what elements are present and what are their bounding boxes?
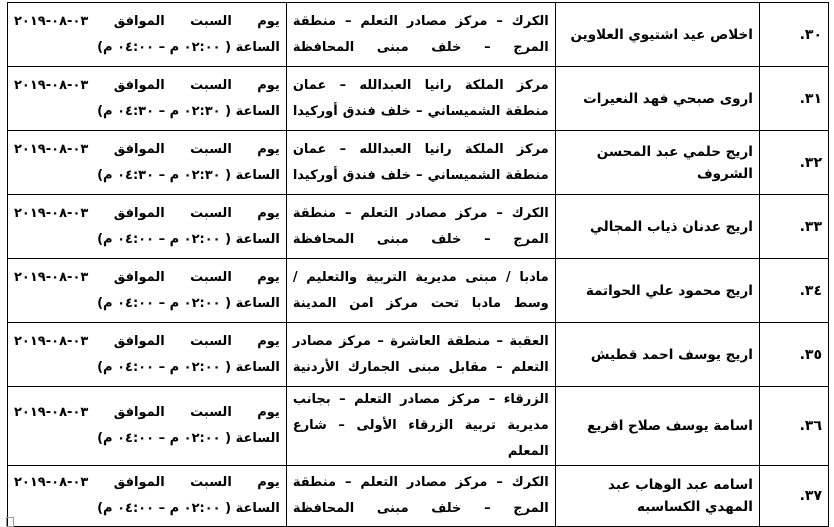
person-name: اريج محمود علي الحواتمة xyxy=(555,259,759,323)
exam-hours: الساعة ( ٠٢:٠٠ م – ٠٤:٠٠ م) xyxy=(97,431,280,446)
person-name: اريج عدنان ذياب المجالي xyxy=(555,195,759,259)
person-name: اخلاص عيد اشتيوي العلاوين xyxy=(555,3,759,67)
exam-location: العقبة – منطقة العاشرة – مركز مصادر التعلم – مقابل مبنى الجمارك الأردنية xyxy=(286,323,555,387)
exam-time xyxy=(8,466,287,527)
row-number: ٣٤. xyxy=(759,259,828,323)
exam-location: الكرك – مركز مصادر التعلم – منطقة المرج – خلف مبنى المحافظة xyxy=(286,195,555,259)
exam-time xyxy=(8,131,287,195)
exam-time xyxy=(8,259,287,323)
exam-hours: الساعة ( ٠٢:٠٠ م – ٠٤:٠٠ م) xyxy=(97,359,280,375)
row-number: ٣٦. xyxy=(759,387,828,466)
row-number: ٣٠. xyxy=(759,3,828,67)
row-number: ٣٥. xyxy=(759,323,828,387)
person-name: اسامة يوسف صلاح اقريع xyxy=(555,387,759,466)
exam-date: يوم السبت الموافق ٠٣-٠٨-٢٠١٩ xyxy=(14,77,280,93)
schedule-table xyxy=(7,2,829,527)
table-row xyxy=(8,195,829,259)
exam-date: يوم السبت الموافق ٠٣-٠٨-٢٠١٩ xyxy=(14,475,280,490)
exam-date: يوم السبت الموافق ٠٣-٠٨-٢٠١٩ xyxy=(14,333,280,349)
exam-time xyxy=(8,3,287,67)
exam-location: مادبا / مبنى مديرية التربية والتعليم /وسط مادبا تحت مركز امن المدينة xyxy=(286,259,555,323)
paragraph-mark xyxy=(6,517,14,527)
exam-date: يوم السبت الموافق ٠٣-٠٨-٢٠١٩ xyxy=(14,205,280,221)
row-number: ٣٧. xyxy=(759,466,828,527)
exam-date: يوم السبت الموافق ٠٣-٠٨-٢٠١٩ xyxy=(14,405,280,420)
person-name: اريج حلمي عبد المحسن الشروف xyxy=(555,131,759,195)
exam-time xyxy=(8,323,287,387)
row-number: ٣١. xyxy=(759,67,828,131)
exam-location: مركز الملكة رانيا العبدالله – عمان منطقة الشميساني – خلف فندق أوركيدا xyxy=(286,67,555,131)
exam-location: مركز الملكة رانيا العبدالله – عمان منطقة الشميساني – خلف فندق أوركيدا xyxy=(286,131,555,195)
exam-hours: الساعة ( ٠٢:٠٠ م – ٠٤:٠٠ م) xyxy=(97,39,280,55)
exam-hours: الساعة ( ٠٢:٣٠ م – ٠٤:٣٠ م) xyxy=(97,167,280,183)
exam-date: يوم السبت الموافق ٠٣-٠٨-٢٠١٩ xyxy=(14,269,280,285)
row-number: ٣٢. xyxy=(759,131,828,195)
person-name: اروى صبحي فهد النعيرات xyxy=(555,67,759,131)
table-row xyxy=(8,131,829,195)
exam-hours: الساعة ( ٠٢:٠٠ م – ٠٤:٠٠ م) xyxy=(97,231,280,247)
exam-hours: الساعة ( ٠٢:٠٠ م – ٠٤:٠٠ م) xyxy=(97,295,280,311)
exam-location: الكرك – مركز مصادر التعلم – منطقة المرج – خلف مبنى المحافظة xyxy=(286,466,555,527)
person-name: اريج يوسف احمد قطيش xyxy=(555,323,759,387)
table-row xyxy=(8,3,829,67)
exam-location: الزرقاء – مركز مصادر التعلم – بجانب مديرية تربية الزرقاء الأولى – شارع المعلم xyxy=(286,387,555,466)
table-row xyxy=(8,67,829,131)
exam-time xyxy=(8,67,287,131)
exam-hours: الساعة ( ٠٢:٣٠ م – ٠٤:٣٠ م) xyxy=(97,103,280,119)
row-number: ٣٣. xyxy=(759,195,828,259)
exam-time xyxy=(8,387,287,466)
table-row xyxy=(8,466,829,527)
exam-location: الكرك – مركز مصادر التعلم – منطقة المرج – خلف مبنى المحافظة xyxy=(286,3,555,67)
table-row xyxy=(8,387,829,466)
exam-date: يوم السبت الموافق ٠٣-٠٨-٢٠١٩ xyxy=(14,13,280,29)
person-name: اسامه عبد الوهاب عبد المهدي الكساسبه xyxy=(555,466,759,527)
exam-date: يوم السبت الموافق ٠٣-٠٨-٢٠١٩ xyxy=(14,141,280,157)
exam-time xyxy=(8,195,287,259)
table-row xyxy=(8,259,829,323)
table-row xyxy=(8,323,829,387)
schedule-table-body xyxy=(8,3,829,527)
exam-hours: الساعة ( ٠٢:٠٠ م – ٠٤:٠٠ م) xyxy=(97,501,280,516)
